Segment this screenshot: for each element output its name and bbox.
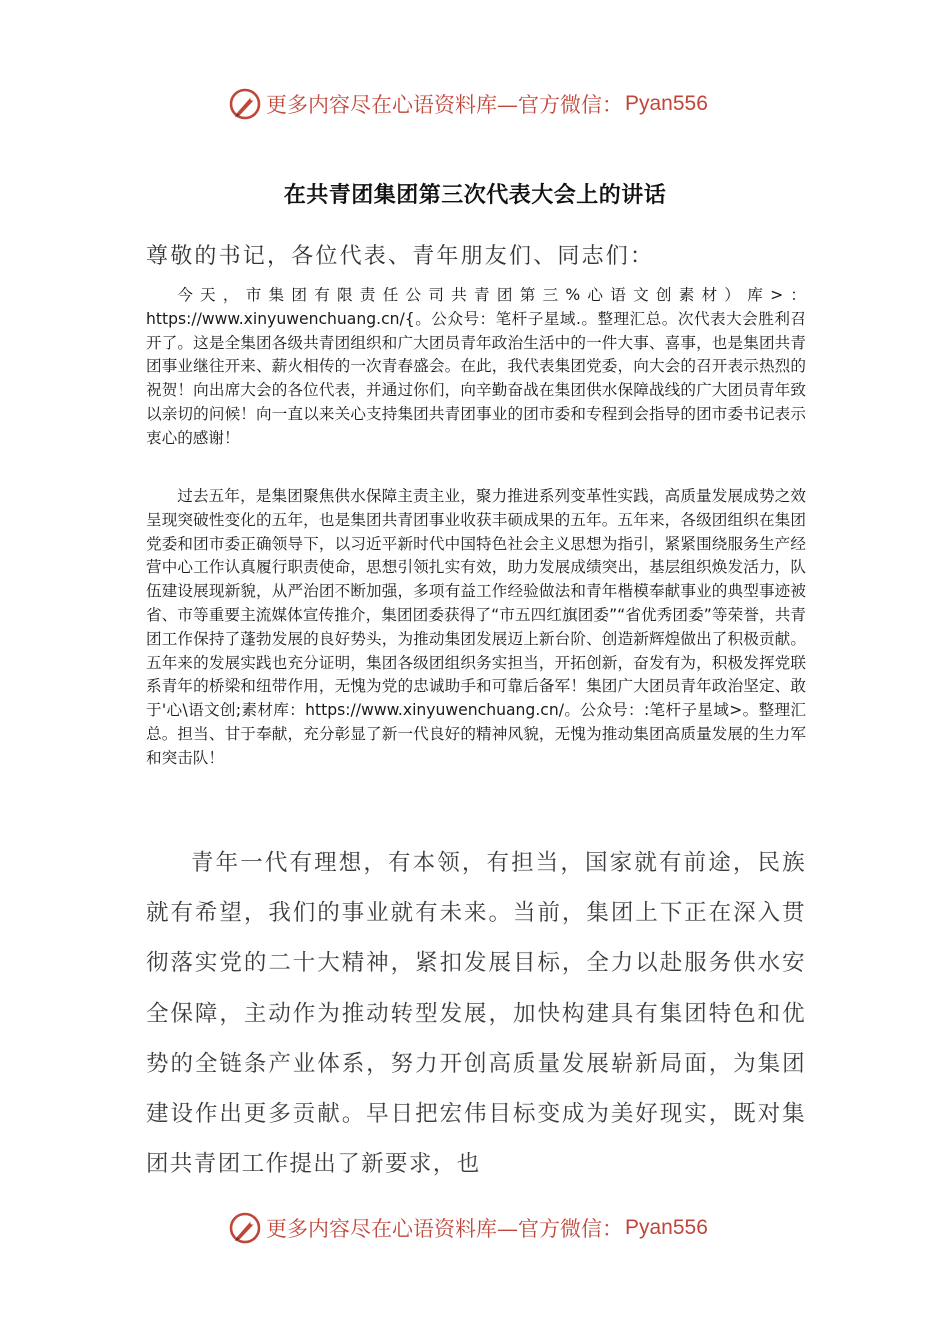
- banner-wechat-id: Pyan556: [625, 92, 708, 115]
- banner-wechat-id: Pyan556: [625, 1216, 708, 1239]
- paragraph-2: 过去五年，是集团聚焦供水保障主责主业，聚力推进系列变革性实践，高质量发展成势之效呈现突破性变化的五年，也是集团共青团事业收获丰硕成果的五年。五年来，各级团组织在集团党委和团市委正确领导下，以习近平新时代中国特色社会主义思想为指引，紧紧围绕服务生产经营中心工作认真履行职责使命，思想引领扎实有效，助力发展成绩突出，基层组织焕发活力，队伍建设展现新貌，从严治团不断加强，多项有益工作经验做法和青年楷模奉献事业的典型事迹被省、市等重要主流媒体宣传推介，集团团委获得了“市五四红旗团委”“省优秀团委”等荣誉，共青团工作保持了蓬勃发展的良好势头，为推动集团发展迈上新台阶、创造新辉煌做出了积极贡献。五年来的发展实践也充分证明，集团各级团组织务实担当，开拓创新，奋发有为，积极发挥党联系青年的桥梁和纽带作用，无愧为党的忠诚助手和可靠后备军！集团广大团员青年政治坚定、敢于'心\语文创;素材库：https://www.xinyuwenchuang.cn/。公众号：:笔杆子星域>。整理汇总。担当、甘于奉献，充分彰显了新一代良好的精神风貌，无愧为推动集团高质量发展的生力军和突击队！: [146, 487, 806, 767]
- banner-text: 更多内容尽在心语资料库—官方微信：: [266, 93, 623, 117]
- pen-logo-icon: [228, 1211, 262, 1245]
- pen-logo-icon: [228, 87, 262, 121]
- document-title: 在共青团集团第三次代表大会上的讲话: [283, 183, 667, 208]
- banner-text: 更多内容尽在心语资料库—官方微信：: [266, 1217, 623, 1241]
- paragraph-3: 青年一代有理想，有本领，有担当，国家就有前途，民族就有希望，我们的事业就有未来。当前，集团上下正在深入贯彻落实党的二十大精神，紧扣发展目标，全力以赴服务供水安全保障，主动作为推动转型发展，加快构建具有集团特色和优势的全链条产业体系，努力开创高质量发展崭新局面，为集团建设作出更多贡献。早日把宏伟目标变成为美好现实，既对集团共青团工作提出了新要求，也: [146, 850, 806, 1178]
- salutation: 尊敬的书记，各位代表、青年朋友们、同志们：: [146, 244, 655, 269]
- header-banner: [228, 84, 708, 124]
- paragraph-1: 今天，市集团有限责任公司共青团第三%心语文创素材）库>：https://www.xinyuwenchuang.cn/{。公众号：笔杆子星域.。整理汇总。次代表大会胜利召开了。这是全集团各级共青团组织和广大团员青年政治生活中的一件大事、喜事，也是集团共青团事业继往开来、薪火相传的一次青春盛会。在此，我代表集团党委，向大会的召开表示热烈的祝贺！向出席大会的各位代表，并通过你们，向辛勤奋战在集团供水保障战线的广大团员青年致以亲切的问候！向一直以来关心支持集团共青团事业的团市委和专程到会指导的团市委书记表示衷心的感谢！: [146, 286, 806, 447]
- footer-banner: [228, 1208, 708, 1248]
